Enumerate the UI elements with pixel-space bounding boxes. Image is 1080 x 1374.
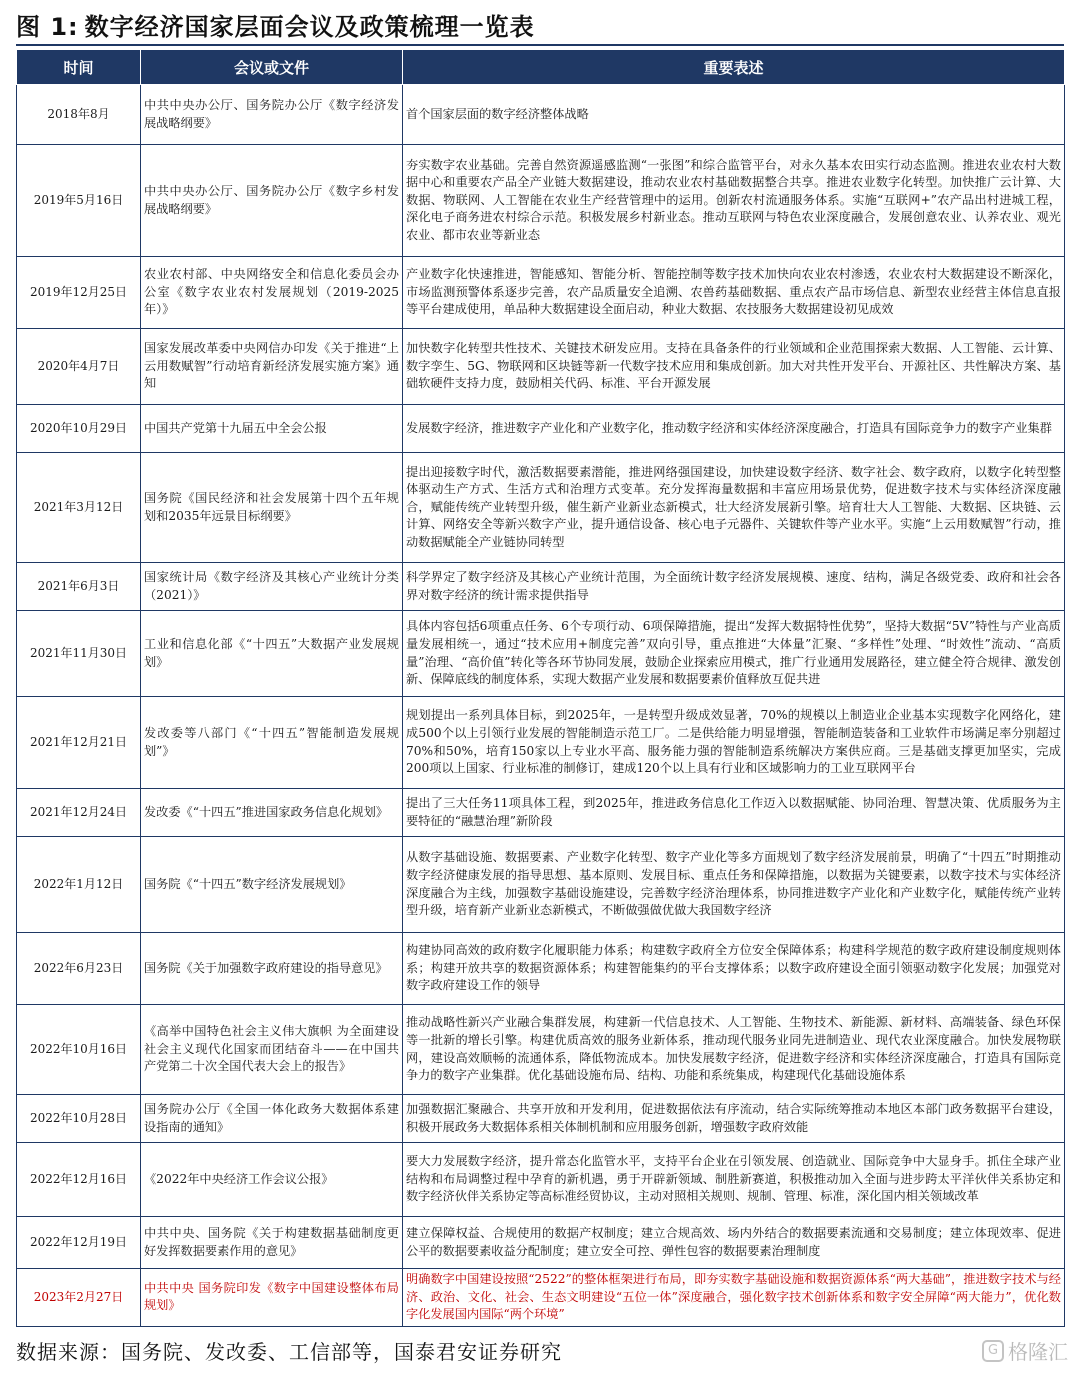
cell-doc: 中共中央、国务院《关于构建数据基础制度更好发挥数据要素作用的意见》 xyxy=(141,1217,403,1269)
figure-title-text: 数字经济国家层面会议及政策梳理一览表 xyxy=(84,12,535,41)
cell-doc: 《2022年中央经济工作会议公报》 xyxy=(141,1143,403,1217)
table-row xyxy=(17,697,1065,789)
cell-date: 2019年5月16日 xyxy=(17,145,141,257)
cell-desc: 夯实数字农业基础。完善自然资源遥感监测“一张图”和综合监管平台，对永久基本农田实行动态监测。推进农业农村大数据中心和重要农产品全产业链大数据建设，推动农业农村基础数据整合共享。推进农业数字化转型。加快推广云计算、大数据、物联网、人工智能在农业生产经营管理中的运用。创新农村流通服务体系。实施“互联网+”农产品出村进城工程，深化电子商务进农村综合示范。积极发展乡村新业态。推动互联网与特色农业深度融合，发展创意农业、认养农业、观光农业、都市农业等新业态 xyxy=(403,145,1065,257)
cell-date: 2020年4月7日 xyxy=(17,329,141,405)
table-row xyxy=(17,837,1065,933)
cell-desc: 推动战略性新兴产业融合集群发展，构建新一代信息技术、人工智能、生物技术、新能源、新材料、高端装备、绿色环保等一批新的增长引擎。构建优质高效的服务业新体系，推动现代服务业同先进制造业、现代农业深度融合。加快发展物联网，建设高效顺畅的流通体系，降低物流成本。加快发展数字经济，促进数字经济和实体经济深度融合，打造具有国际竞争力的数字产业集群。优化基础设施布局、结构、功能和系统集成，构建现代化基础设施体系 xyxy=(403,1005,1065,1095)
cell-doc: 中共中央办公厅、国务院办公厅《数字经济发展战略纲要》 xyxy=(141,85,403,145)
cell-desc: 具体内容包括6项重点任务、6个专项行动、6项保障措施，提出“发挥大数据特性优势”，坚持大数据“5V”特性与产业高质量发展相统一，通过“技术应用+制度完善”双向引导，重点推进“大体量”汇聚、“多样性”处理、“时效性”流动、“高质量”治理、“高价值”转化等各环节协同发展，鼓励企业探索应用模式，推广行业通用发展路径，建立健全符合规律、激发创新、保障底线的制度体系，实现大数据产业发展和数据要素价值释放互促共进 xyxy=(403,611,1065,697)
cell-doc: 发改委等八部门《“十四五”智能制造发展规划”》 xyxy=(141,697,403,789)
cell-doc: 工业和信息化部《“十四五”大数据产业发展规划》 xyxy=(141,611,403,697)
table-header-row xyxy=(17,50,1065,85)
cell-date: 2021年6月3日 xyxy=(17,563,141,611)
cell-date: 2022年12月16日 xyxy=(17,1143,141,1217)
watermark-logo-icon: G xyxy=(982,1340,1004,1362)
cell-doc: 国家发展改革委中央网信办印发《关于推进“上云用数赋智”行动培育新经济发展实施方案》通知 xyxy=(141,329,403,405)
table-row xyxy=(17,85,1065,145)
table-row xyxy=(17,405,1065,453)
cell-doc: 国务院《“十四五”数字经济发展规划》 xyxy=(141,837,403,933)
cell-desc: 科学界定了数字经济及其核心产业统计范围，为全面统计数字经济发展规模、速度、结构，满足各级党委、政府和社会各界对数字经济的统计需求提供指导 xyxy=(403,563,1065,611)
cell-doc: 中共中央 国务院印发《数字中国建设整体布局规划》 xyxy=(141,1269,403,1327)
cell-doc: 发改委《“十四五”推进国家政务信息化规划》 xyxy=(141,789,403,837)
cell-desc: 提出迎接数字时代，激活数据要素潜能，推进网络强国建设，加快建设数字经济、数字社会、数字政府，以数字化转型整体驱动生产方式、生活方式和治理方式变革。充分发挥海量数据和丰富应用场景优势，促进数字技术与实体经济深度融合，赋能传统产业转型升级，催生新产业新业态新模式，壮大经济发展新引擎。培育壮大人工智能、大数据、区块链、云计算、网络安全等新兴数字产业，提升通信设备、核心电子元器件、关键软件等产业水平。实施“上云用数赋智”行动，推动数据赋能全产业链协同转型 xyxy=(403,453,1065,563)
table-row xyxy=(17,789,1065,837)
table-body xyxy=(17,85,1065,1327)
table-row xyxy=(17,453,1065,563)
table-row xyxy=(17,329,1065,405)
cell-date: 2018年8月 xyxy=(17,85,141,145)
header-desc: 重要表述 xyxy=(403,50,1065,85)
cell-date: 2019年12月25日 xyxy=(17,257,141,329)
watermark xyxy=(982,1336,1068,1365)
cell-date: 2021年12月21日 xyxy=(17,697,141,789)
table-row xyxy=(17,1095,1065,1143)
cell-date: 2022年10月16日 xyxy=(17,1005,141,1095)
cell-doc: 国务院《国民经济和社会发展第十四个五年规划和2035年远景目标纲要》 xyxy=(141,453,403,563)
cell-desc: 首个国家层面的数字经济整体战略 xyxy=(403,85,1065,145)
cell-date: 2022年1月12日 xyxy=(17,837,141,933)
cell-desc: 加强数据汇聚融合、共享开放和开发利用，促进数据依法有序流动，结合实际统筹推动本地区本部门政务数据平台建设，积极开展政务大数据体系相关体制机制和应用服务创新，增强数字政府效能 xyxy=(403,1095,1065,1143)
cell-doc: 国家统计局《数字经济及其核心产业统计分类（2021）》 xyxy=(141,563,403,611)
cell-desc: 加快数字化转型共性技术、关键技术研发应用。支持在具备条件的行业领域和企业范围探索大数据、人工智能、云计算、数字孪生、5G、物联网和区块链等新一代数字技术应用和集成创新。加大对共性开发平台、开源社区、共性解决方案、基础软硬件支持力度，鼓励相关代码、标准、平台开源发展 xyxy=(403,329,1065,405)
table-row xyxy=(17,145,1065,257)
cell-date: 2021年3月12日 xyxy=(17,453,141,563)
cell-date: 2021年12月24日 xyxy=(17,789,141,837)
cell-doc: 国务院《关于加强数字政府建设的指导意见》 xyxy=(141,933,403,1005)
cell-desc: 建立保障权益、合规使用的数据产权制度；建立合规高效、场内外结合的数据要素流通和交易制度；建立体现效率、促进公平的数据要素收益分配制度；建立安全可控、弹性包容的数据要素治理制度 xyxy=(403,1217,1065,1269)
figure-label: 图 1: xyxy=(16,12,79,41)
cell-desc: 发展数字经济，推进数字产业化和产业数字化，推动数字经济和实体经济深度融合，打造具有国际竞争力的数字产业集群 xyxy=(403,405,1065,453)
cell-date: 2020年10月29日 xyxy=(17,405,141,453)
cell-doc: 中国共产党第十九届五中全会公报 xyxy=(141,405,403,453)
cell-desc: 产业数字化快速推进，智能感知、智能分析、智能控制等数字技术加快向农业农村渗透，农业农村大数据建设不断深化，市场监测预警体系逐步完善，农产品质量安全追溯、农兽药基础数据、重点农产品市场信息、新型农业经营主体信息直报等平台建成使用，单品种大数据建设全面启动，种业大数据、农技服务大数据建设初见成效 xyxy=(403,257,1065,329)
cell-doc: 《高举中国特色社会主义伟大旗帜 为全面建设社会主义现代化国家而团结奋斗——在中国共产党第二十次全国代表大会上的报告》 xyxy=(141,1005,403,1095)
table-row xyxy=(17,563,1065,611)
cell-desc: 从数字基础设施、数据要素、产业数字化转型、数字产业化等多方面规划了数字经济发展前景，明确了“十四五”时期推动数字经济健康发展的指导思想、基本原则、发展目标、重点任务和保障措施，以数据为关键要素，以数字技术与实体经济深度融合为主线，加强数字基础设施建设，完善数字经济治理体系，协同推进数字产业化和产业数字化，赋能传统产业转型升级，培育新产业新业态新模式，不断做强做优做大我国数字经济 xyxy=(403,837,1065,933)
cell-desc: 构建协同高效的政府数字化履职能力体系；构建数字政府全方位安全保障体系；构建科学规范的数字政府建设制度规则体系；构建开放共享的数据资源体系；构建智能集约的平台支撑体系；以数字政府建设全面引领驱动数字化发展；加强党对数字政府建设工作的领导 xyxy=(403,933,1065,1005)
header-time: 时间 xyxy=(17,50,141,85)
table-row xyxy=(17,1217,1065,1269)
cell-date: 2023年2月27日 xyxy=(17,1269,141,1327)
cell-date: 2021年11月30日 xyxy=(17,611,141,697)
data-source: 数据来源：国务院、发改委、工信部等，国泰君安证券研究 xyxy=(16,1340,562,1364)
table-row xyxy=(17,1005,1065,1095)
table-row xyxy=(17,1143,1065,1217)
table-row xyxy=(17,933,1065,1005)
table-row xyxy=(17,1269,1065,1327)
watermark-text: 格隆汇 xyxy=(1008,1340,1068,1364)
table-row xyxy=(17,611,1065,697)
cell-desc: 明确数字中国建设按照“2522”的整体框架进行布局，即夯实数字基础设施和数据资源体系“两大基础”，推进数字技术与经济、政治、文化、社会、生态文明建设“五位一体”深度融合，强化数字技术创新体系和数字安全屏障“两大能力”，优化数字化发展国内国际“两个环境” xyxy=(403,1269,1065,1327)
cell-desc: 规划提出一系列具体目标，到2025年，一是转型升级成效显著，70%的规模以上制造业企业基本实现数字化网络化，建成500个以上引领行业发展的智能制造示范工厂。二是供给能力明显增强，智能制造装备和工业软件市场满足率分别超过70%和50%，培育150家以上专业水平高、服务能力强的智能制造系统解决方案供应商。三是基础支撑更加坚实，完成200项以上国家、行业标准的制修订，建成120个以上具有行业和区域影响力的工业互联网平台 xyxy=(403,697,1065,789)
cell-doc: 中共中央办公厅、国务院办公厅《数字乡村发展战略纲要》 xyxy=(141,145,403,257)
cell-doc: 国务院办公厅《全国一体化政务大数据体系建设指南的通知》 xyxy=(141,1095,403,1143)
cell-date: 2022年10月28日 xyxy=(17,1095,141,1143)
policy-table xyxy=(16,49,1065,1327)
cell-date: 2022年6月23日 xyxy=(17,933,141,1005)
table-row xyxy=(17,257,1065,329)
cell-desc: 要大力发展数字经济，提升常态化监管水平，支持平台企业在引领发展、创造就业、国际竞争中大显身手。抓住全球产业结构和布局调整过程中孕育的新机遇，勇于开辟新领域、制胜新赛道，积极推动加入全面与进步跨太平洋伙伴关系协定和数字经济伙伴关系协定等高标准经贸协议，主动对照相关规则、规制、管理、标准，深化国内相关领域改革 xyxy=(403,1143,1065,1217)
cell-desc: 提出了三大任务11项具体工程，到2025年，推进政务信息化工作迈入以数据赋能、协同治理、智慧决策、优质服务为主要特征的“融慧治理”新阶段 xyxy=(403,789,1065,837)
cell-doc: 农业农村部、中央网络安全和信息化委员会办公室《数字农业农村发展规划（2019-2025年）》 xyxy=(141,257,403,329)
title-rule xyxy=(16,44,1064,46)
cell-date: 2022年12月19日 xyxy=(17,1217,141,1269)
header-doc: 会议或文件 xyxy=(141,50,403,85)
figure-title xyxy=(16,6,535,42)
